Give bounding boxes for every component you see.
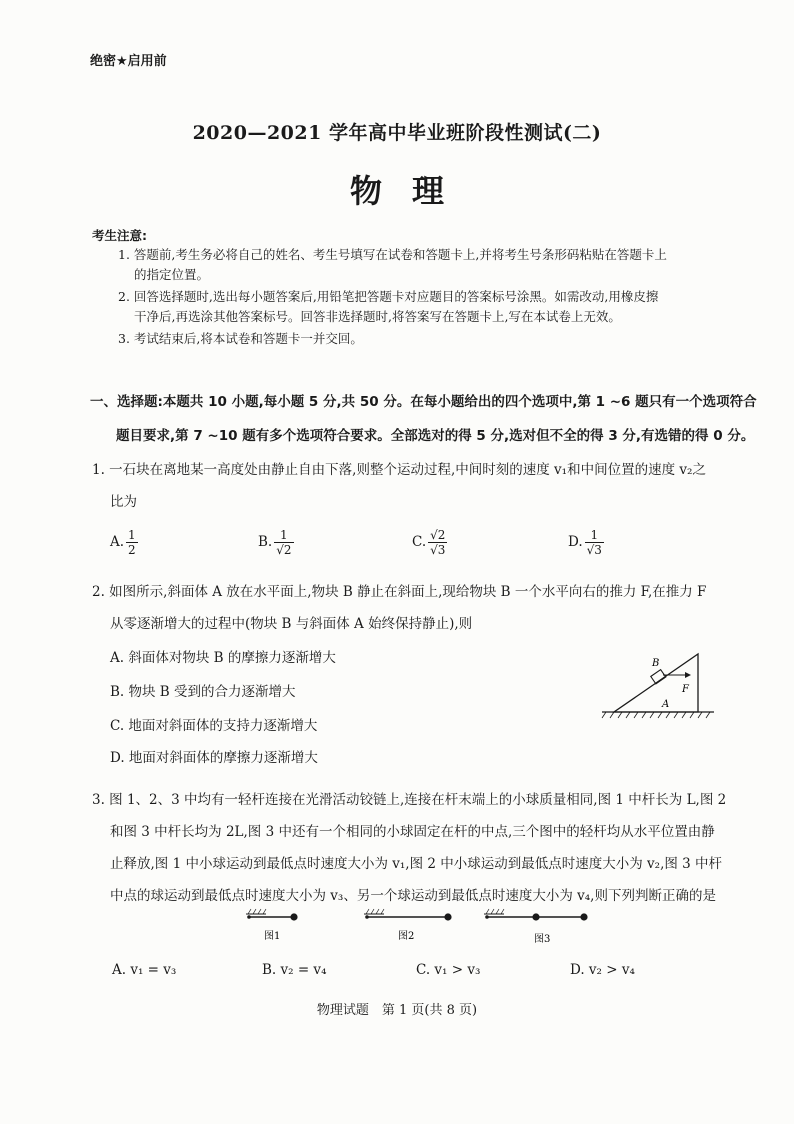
figure-2-label: 图2	[398, 931, 415, 942]
question-3-stem: 3. 图 1、2、3 中均有一轻杆连接在光滑活动铰链上,连接在杆末端上的小球质量相同,图 1 中杆长为 L,图 2	[92, 792, 727, 808]
figure-1	[246, 909, 298, 942]
label-f: F	[682, 684, 689, 695]
notice-title: 考生注意:	[92, 228, 147, 243]
rod-figures	[236, 906, 606, 948]
question-3-option-b: B. v₂ = v₄	[262, 962, 327, 978]
question-1-stem: 1. 一石块在离地某一高度处由静止自由下落,则整个运动过程,中间时刻的速度 v₁和中间位置的速度 v₂之	[92, 462, 706, 478]
question-2-option-a: A. 斜面体对物块 B 的摩擦力逐渐增大	[110, 650, 336, 666]
page-footer: 物理试题 第 1 页(共 8 页)	[316, 1003, 478, 1018]
label-b: B	[652, 658, 660, 669]
ground-hatching	[602, 712, 710, 718]
question-3-stem: 和图 3 中杆长均为 2L,图 3 中还有一个相同的小球固定在杆的中点,三个图中的轻杆均从水平位置由静	[110, 824, 715, 840]
subject-title: 物理	[349, 172, 474, 210]
section-heading: 题目要求,第 7 ~10 题有多个选项符合要求。全部选对的得 5 分,选对但不全的得 3 分,有选错的得 0 分。	[116, 428, 755, 444]
notice-line: 的指定位置。	[134, 267, 210, 282]
figure-3	[484, 909, 588, 945]
question-1-stem: 比为	[110, 494, 137, 510]
question-3-stem: 止释放,图 1 中小球运动到最低点时速度大小为 v₁,图 2 中小球运动到最低点时速度大小为 v₂,图 3 中杆	[110, 856, 723, 872]
figure-3-label: 图3	[534, 934, 551, 945]
block-b	[651, 670, 666, 684]
figure-1-label: 图1	[264, 931, 281, 942]
exam-title: 2020—2021 学年高中毕业班阶段性测试(二)	[192, 122, 602, 144]
notice-line: 干净后,再选涂其他答案标号。回答非选择题时,将答案写在答题卡上,写在本试卷上无效。	[134, 309, 621, 324]
question-3-option-a: A. v₁ = v₃	[112, 962, 177, 978]
notice-line: 3. 考试结束后,将本试卷和答题卡一并交回。	[118, 331, 363, 346]
label-a: A	[662, 699, 670, 710]
question-1-option-d: D. $\frac{1}{√3}$	[568, 528, 602, 557]
question-3-option-c: C. v₁ > v₃	[416, 962, 481, 978]
question-3-stem: 中点的球运动到最低点时速度大小为 v₃、另一个球运动到最低点时速度大小为 v₄,则下列判断正确的是	[110, 888, 716, 904]
section-heading: 一、选择题:本题共 10 小题,每小题 5 分,共 50 分。在每小题给出的四个选项中,第 1 ~6 题只有一个选项符合	[90, 394, 757, 410]
notice-line: 2. 回答选择题时,选出每小题答案后,用铅笔把答题卡对应题目的答案标号涂黑。如需改动,用橡皮擦	[118, 289, 659, 304]
force-arrowhead	[685, 672, 691, 678]
question-2-stem: 从零逐渐增大的过程中(物块 B 与斜面体 A 始终保持静止),则	[110, 616, 473, 632]
question-1-option-b: B. $\frac{1}{√2}$	[258, 528, 292, 557]
question-1-option-a: A. $\frac{1}{2}$	[110, 528, 136, 557]
question-1-option-c: C. $\frac{√2}{√3}$	[412, 528, 446, 557]
question-2-option-b: B. 物块 B 受到的合力逐渐增大	[110, 684, 296, 700]
question-2-option-c: C. 地面对斜面体的支持力逐渐增大	[110, 718, 318, 734]
question-3-option-d: D. v₂ > v₄	[570, 962, 635, 978]
confidential-label: 绝密★启用前	[90, 54, 167, 69]
incline-figure	[600, 640, 720, 725]
question-2-option-d: D. 地面对斜面体的摩擦力逐渐增大	[110, 750, 318, 766]
figure-2	[364, 909, 452, 942]
notice-line: 1. 答题前,考生务必将自己的姓名、考生号填写在试卷和答题卡上,并将考生号条形码粘贴在答题卡上	[118, 247, 667, 262]
question-2-stem: 2. 如图所示,斜面体 A 放在水平面上,物块 B 静止在斜面上,现给物块 B 一个水平向右的推力 F,在推力 F	[92, 584, 707, 600]
